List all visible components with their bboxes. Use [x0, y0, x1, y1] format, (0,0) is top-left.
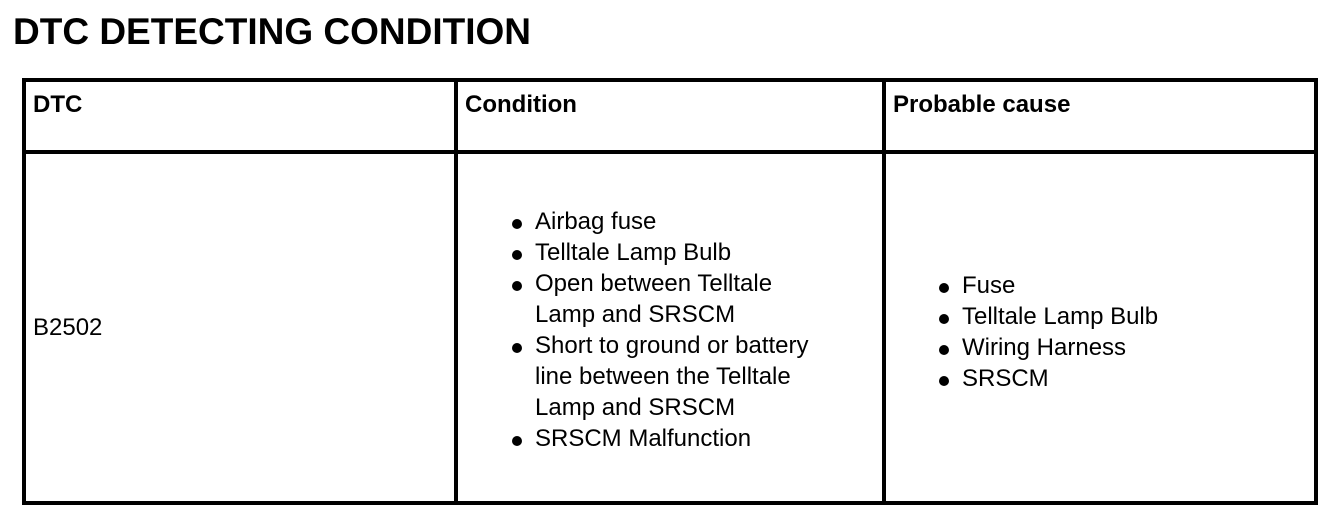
- cause-item: [962, 332, 1282, 363]
- condition-item: [535, 268, 835, 330]
- bullet-icon: [939, 376, 949, 386]
- condition-item-text: Open between Telltale Lamp and SRSCM: [535, 269, 773, 328]
- bullet-icon: [939, 314, 949, 324]
- condition-item: [535, 423, 835, 454]
- bullet-icon: [512, 219, 522, 229]
- bullet-icon: [512, 250, 522, 260]
- header-dtc: DTC: [24, 80, 456, 152]
- cause-item-text: Fuse: [962, 271, 1016, 299]
- condition-item: [535, 330, 835, 423]
- cause-item-text: SRSCM: [962, 364, 1049, 392]
- condition-cell: [456, 152, 884, 503]
- header-condition: Condition: [456, 80, 884, 152]
- condition-item: [535, 206, 835, 237]
- bullet-icon: [512, 436, 522, 446]
- condition-item-text: Airbag fuse: [535, 207, 657, 235]
- bullet-icon: [512, 281, 522, 291]
- probable-cause-cell: [884, 152, 1316, 503]
- cause-item: [962, 363, 1282, 394]
- dtc-table: [22, 78, 1318, 505]
- cause-item: [962, 270, 1282, 301]
- dtc-code: B2502: [24, 152, 456, 503]
- probable-cause-list: [962, 262, 1282, 394]
- page-title: DTC DETECTING CONDITION: [13, 11, 531, 52]
- bullet-icon: [939, 345, 949, 355]
- condition-item-text: Telltale Lamp Bulb: [535, 238, 732, 266]
- bullet-icon: [512, 343, 522, 353]
- bullet-icon: [939, 283, 949, 293]
- condition-item-text: Short to ground or battery line between the Telltale Lamp and SRSCM: [535, 331, 809, 421]
- cause-item-text: Wiring Harness: [962, 333, 1127, 361]
- condition-list: [535, 206, 835, 454]
- header-probable-cause: Probable cause: [884, 80, 1316, 152]
- condition-item: [535, 237, 835, 268]
- cause-item-text: Telltale Lamp Bulb: [962, 302, 1159, 330]
- condition-item-text: SRSCM Malfunction: [535, 424, 752, 452]
- table-header-row: [24, 80, 1316, 152]
- cause-item: [962, 301, 1282, 332]
- table-row: [24, 152, 1316, 503]
